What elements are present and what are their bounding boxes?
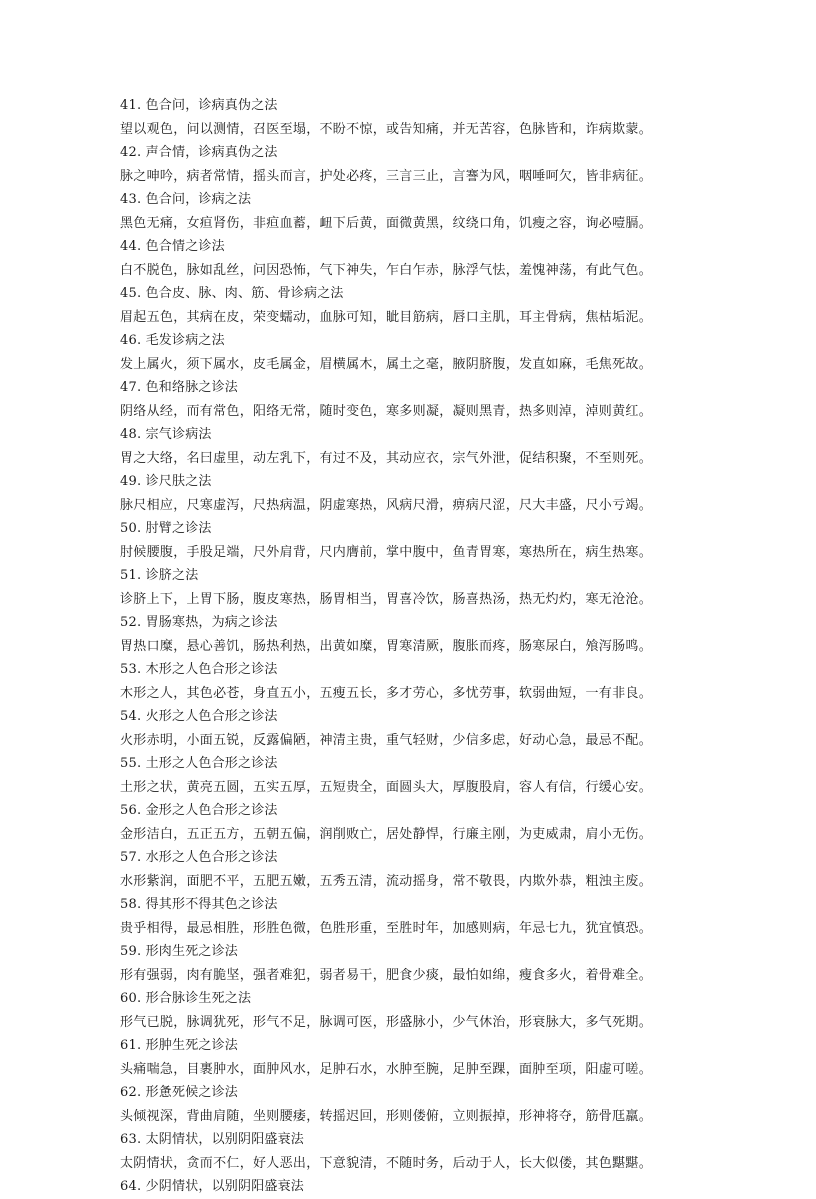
section-text-49: 脉尺相应，尺寒虚泻，尺热病温，阴虚寒热，风病尺滑，痹病尺涩，尺大丰盛，尺小亏竭。 — [120, 497, 653, 513]
section-text-61: 头痛喘急，目裹肿水，面肿风水，足肿石水，水肿至腕，足肿至踝，面肿至项，阳虚可嗟。 — [120, 1061, 653, 1077]
section-text-56: 金形洁白，五正五方，五朝五偏，润削败亡，居处静悍，行廉主刚，为吏威肃，肩小无伤。 — [120, 826, 653, 842]
section-text-51: 诊脐上下，上胃下肠，腹皮寒热，肠胃相当，胃喜冷饮，肠喜热汤，热无灼灼，寒无沧沧。 — [120, 591, 653, 607]
section-text-45: 眉起五色，其病在皮，荣变蠕动，血脉可知，眦目筋病，唇口主肌，耳主骨病，焦枯垢泥。 — [120, 309, 653, 325]
section-heading-55: 55. 土形之人色合形之诊法 — [120, 756, 278, 771]
section-heading-42: 42. 声合情，诊病真伪之法 — [120, 145, 278, 160]
section-heading-47: 47. 色和络脉之诊法 — [120, 380, 239, 395]
section-heading-63: 63. 太阴情状，以别阴阳盛衰法 — [120, 1132, 305, 1147]
section-heading-44: 44. 色合情之诊法 — [120, 239, 225, 254]
section-heading-58: 58. 得其形不得其色之诊法 — [120, 897, 278, 912]
section-heading-62: 62. 形惫死候之诊法 — [120, 1085, 239, 1100]
section-text-55: 土形之状，黄亮五圆，五实五厚，五短贵全，面圆头大，厚腹股肩，容人有信，行缓心安。 — [120, 779, 653, 795]
section-text-52: 胃热口糜，悬心善饥，肠热利热，出黄如糜，胃寒清厥，腹胀而疼，肠寒尿白，飧泻肠鸣。 — [120, 638, 653, 654]
section-heading-64: 64. 少阴情状，以别阴阳盛衰法 — [120, 1179, 305, 1194]
section-text-44: 白不脱色，脉如乱丝，问因恐怖，气下神失，乍白乍赤，脉浮气怯，羞愧神荡，有此气色。 — [120, 262, 653, 278]
section-heading-59: 59. 形肉生死之诊法 — [120, 944, 239, 959]
section-text-57: 水形紫润，面肥不平，五肥五嫩，五秀五清，流动摇身，常不敬畏，内欺外恭，粗浊主废。 — [120, 873, 653, 889]
section-heading-60: 60. 形合脉诊生死之法 — [120, 991, 252, 1006]
section-heading-61: 61. 形肿生死之诊法 — [120, 1038, 239, 1053]
section-text-41: 望以观色，问以测情，召医至塌，不盼不惊，或告知痛，并无苦容，色脉皆和，诈病欺蒙。 — [120, 121, 653, 137]
section-heading-48: 48. 宗气诊病法 — [120, 427, 212, 442]
section-text-54: 火形赤明，小面五锐，反露偏陋，神清主贵，重气轻财，少信多虑，好动心急，最忌不配。 — [120, 732, 653, 748]
section-heading-49: 49. 诊尺肤之法 — [120, 474, 212, 489]
section-text-63: 太阴情状，贪而不仁，好人恶出，下意貌清，不随时务，后动于人，长大似偻，其色黮黮。 — [120, 1155, 653, 1171]
section-text-58: 贵乎相得，最忌相胜，形胜色微，色胜形重，至胜时年，加感则病，年忌七九，犹宜慎恐。 — [120, 920, 653, 936]
section-text-47: 阴络从经，而有常色，阳络无常，随时变色，寒多则凝，凝则黑青，热多则淖，淖则黄红。 — [120, 403, 653, 419]
section-text-53: 木形之人，其色必苍，身直五小，五瘦五长，多才劳心，多忧劳事，软弱曲短，一有非良。 — [120, 685, 653, 701]
section-text-43: 黑色无痛，女疸肾伤，非疸血蓄，衄下后黄，面微黄黑，纹绕口角，饥瘦之容，询必噎膈。 — [120, 215, 653, 231]
section-heading-43: 43. 色合问，诊病之法 — [120, 192, 252, 207]
section-heading-57: 57. 水形之人色合形之诊法 — [120, 850, 278, 865]
section-heading-56: 56. 金形之人色合形之诊法 — [120, 803, 278, 818]
section-text-48: 胃之大络，名曰虚里，动左乳下，有过不及，其动应衣，宗气外泄，促结积聚，不至则死。 — [120, 450, 653, 466]
section-heading-41: 41. 色合问，诊病真伪之法 — [120, 98, 278, 113]
section-text-60: 形气已脱，脉调犹死，形气不足，脉调可医，形盛脉小，少气休治，形衰脉大，多气死期。 — [120, 1014, 653, 1030]
section-heading-46: 46. 毛发诊病之法 — [120, 333, 225, 348]
section-heading-51: 51. 诊脐之法 — [120, 568, 199, 583]
section-text-50: 肘候腰腹，手股足端，尺外肩背，尺内膺前，掌中腹中，鱼青胃寒，寒热所在，病生热寒。 — [120, 544, 653, 560]
section-heading-54: 54. 火形之人色合形之诊法 — [120, 709, 278, 724]
section-text-62: 头倾视深，背曲肩随，坐则腰痿，转摇迟回，形则偻俯，立则振掉，形神将夺，筋骨尫羸。 — [120, 1108, 653, 1124]
section-heading-52: 52. 胃肠寒热，为病之诊法 — [120, 615, 278, 630]
section-text-42: 脉之呻吟，病者常情，摇头而言，护处必疼，三言三止，言謇为风，咽唾呵欠，皆非病征。 — [120, 168, 653, 184]
section-text-46: 发上属火，须下属水，皮毛属金，眉横属木，属土之毫，腋阴脐腹，发直如麻，毛焦死故。 — [120, 356, 653, 372]
document-page — [120, 94, 680, 1199]
section-heading-53: 53. 木形之人色合形之诊法 — [120, 662, 278, 677]
section-heading-50: 50. 肘臂之诊法 — [120, 521, 212, 536]
section-heading-45: 45. 色合皮、脉、肉、筋、骨诊病之法 — [120, 286, 344, 301]
section-text-59: 形有强弱，肉有脆坚，强者难犯，弱者易干，肥食少痰，最怕如绵，瘦食多火，着骨难全。 — [120, 967, 653, 983]
